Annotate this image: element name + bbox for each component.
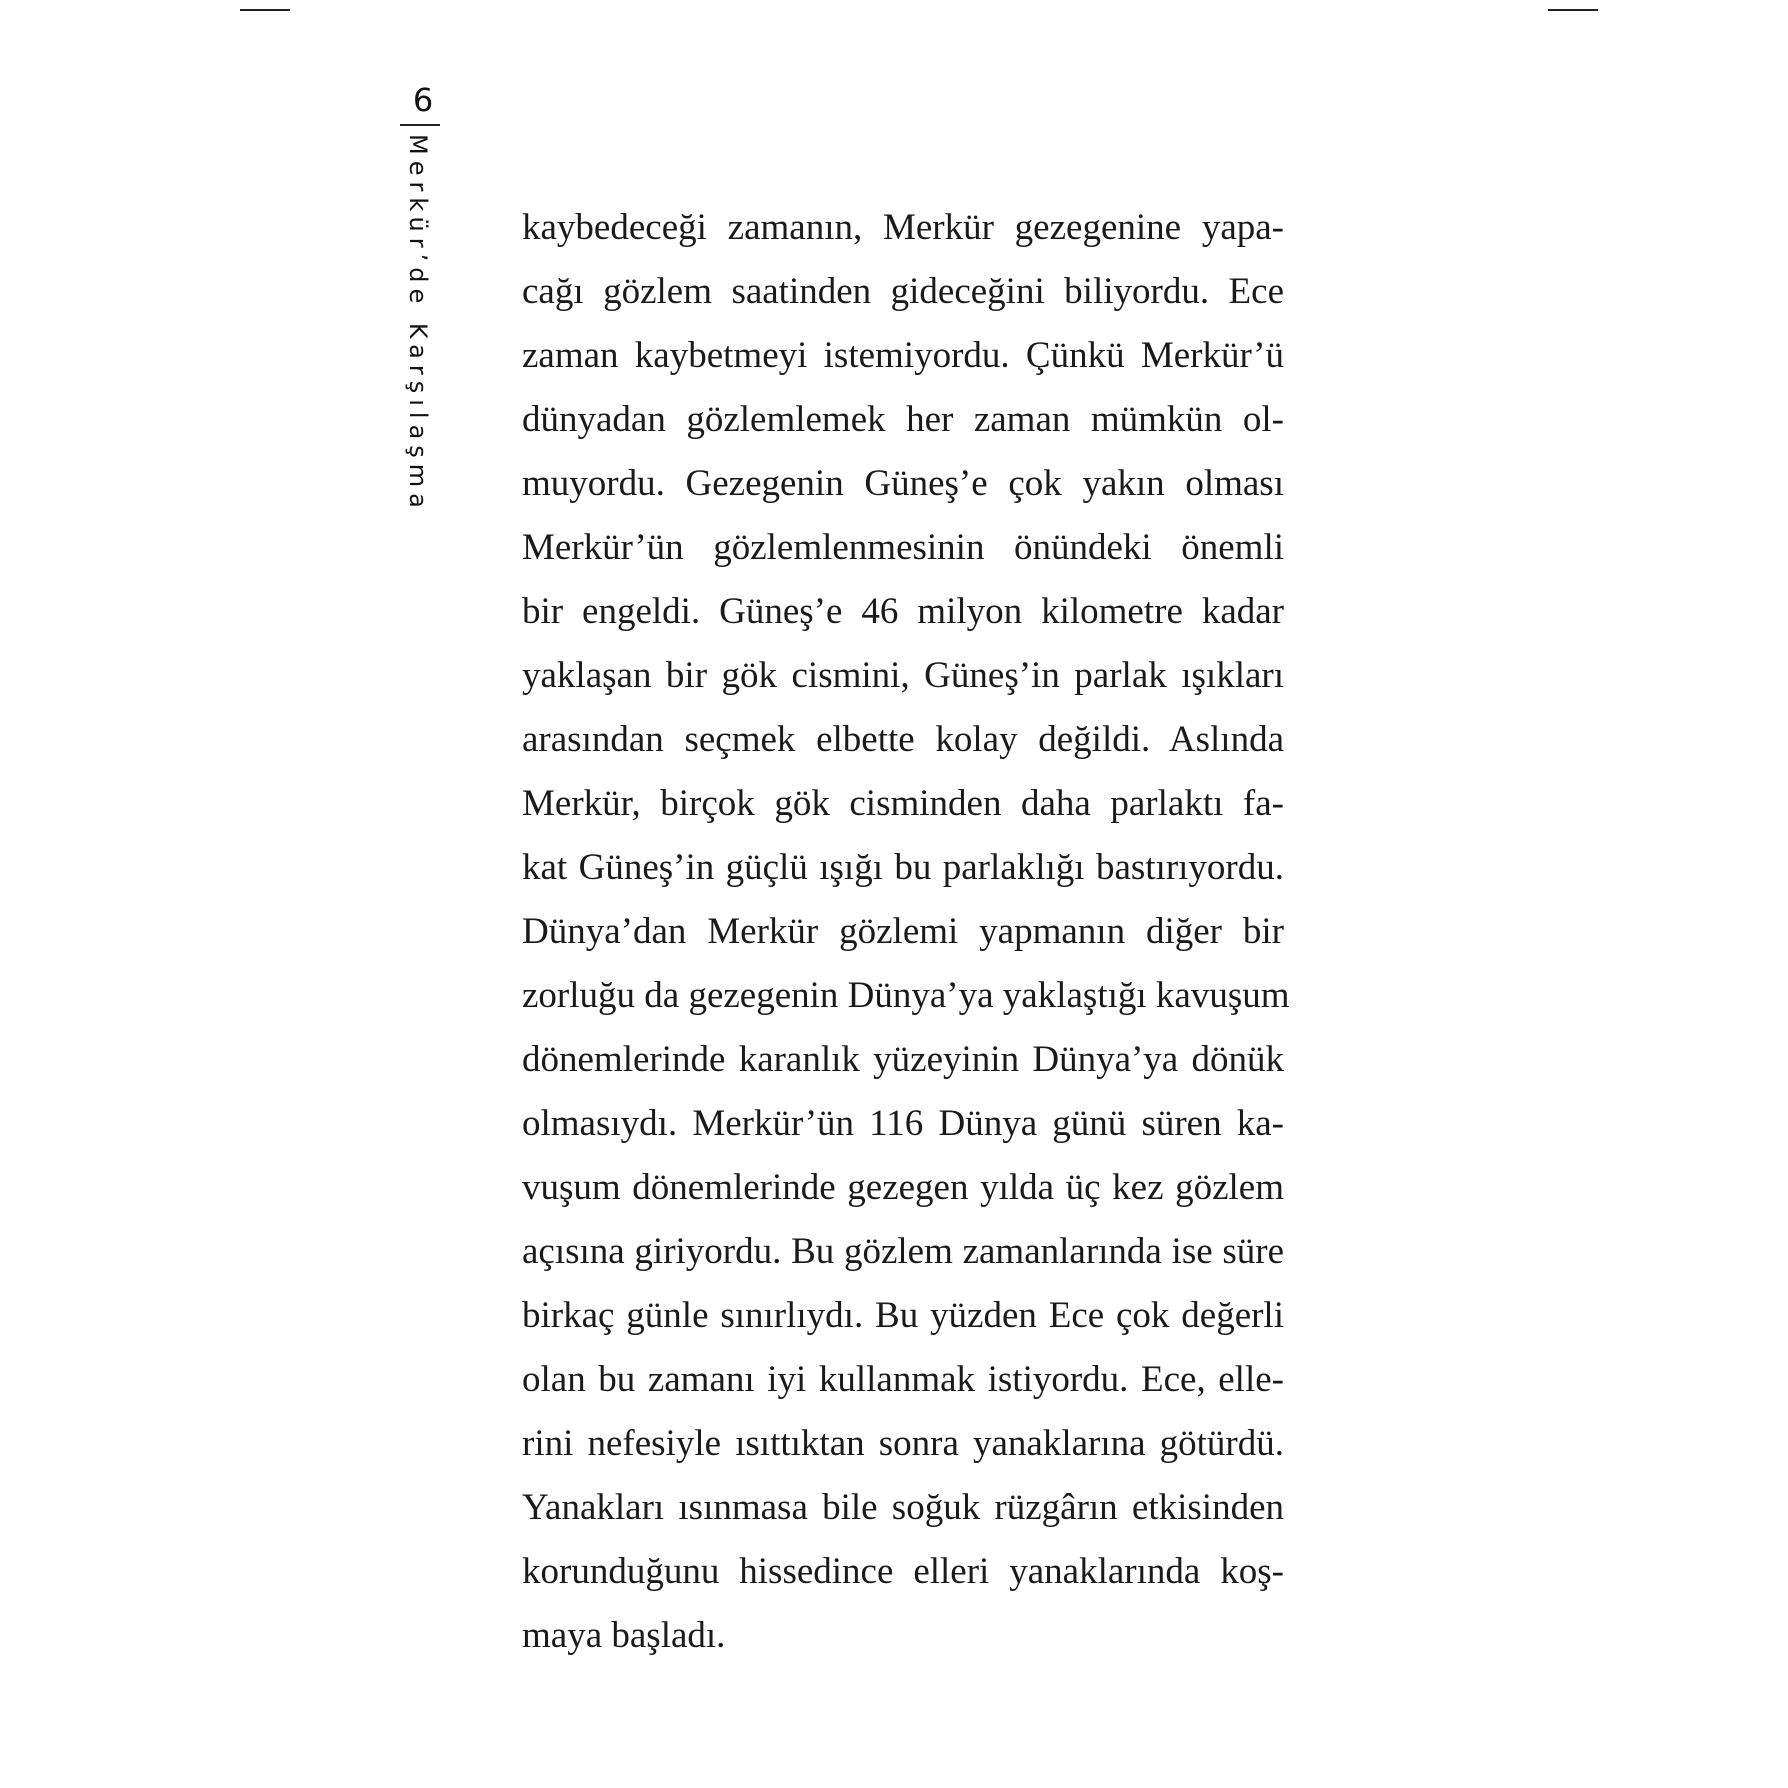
text-line: kat Güneş’in güçlü ışığı bu parlaklığı bastırıyordu. [522, 847, 1284, 888]
text-line: Merkür, birçok gök cisminden daha parlaktı fa- [522, 783, 1284, 824]
text-line: vuşum dönemlerinde gezegen yılda üç kez gözlem [522, 1167, 1284, 1208]
text-line: dünyadan gözlemlemek her zaman mümkün ol- [522, 399, 1284, 440]
text-line: Dünya’dan Merkür gözlemi yapmanın diğer bir [522, 911, 1284, 952]
text-line: maya başladı. [522, 1615, 726, 1656]
text-line: muyordu. Gezegenin Güneş’e çok yakın olması [522, 463, 1284, 504]
crop-mark-left [240, 9, 290, 11]
text-line: Merkür’ün gözlemlenmesinin önündeki önemli [522, 527, 1284, 568]
chapter-title: Merkür’de Karşılaşma [404, 134, 432, 514]
text-line: zorluğu da gezegenin Dünya’ya yaklaştığı kavuşum [522, 975, 1290, 1016]
text-line: arasından seçmek elbette kolay değildi. Aslında [522, 719, 1284, 760]
text-line: dönemlerinde karanlık yüzeyinin Dünya’ya dönük [522, 1039, 1284, 1080]
page-number: 6 [412, 81, 434, 119]
header-divider [400, 124, 440, 126]
text-line: rini nefesiyle ısıttıktan sonra yanaklarına götürdü. [522, 1423, 1284, 1464]
text-line: zaman kaybetmeyi istemiyordu. Çünkü Merkür’ü [522, 335, 1284, 376]
text-line: yaklaşan bir gök cismini, Güneş’in parlak ışıkları [522, 655, 1284, 696]
text-line: bir engeldi. Güneş’e 46 milyon kilometre kadar [522, 591, 1284, 632]
running-head [396, 81, 448, 514]
text-line: açısına giriyordu. Bu gözlem zamanlarında ise süre [522, 1231, 1284, 1272]
text-line: cağı gözlem saatinden gideceğini biliyordu. Ece [522, 271, 1284, 312]
body-text [522, 196, 1290, 1668]
text-line: Yanakları ısınmasa bile soğuk rüzgârın etkisinden [522, 1487, 1284, 1528]
crop-mark-right [1548, 9, 1598, 11]
text-line: birkaç günle sınırlıydı. Bu yüzden Ece çok değerli [522, 1295, 1284, 1336]
text-line: olmasıydı. Merkür’ün 116 Dünya günü süren ka- [522, 1103, 1284, 1144]
text-line: olan bu zamanı iyi kullanmak istiyordu. Ece, elle- [522, 1359, 1284, 1400]
text-line: korunduğunu hissedince elleri yanaklarında koş- [522, 1551, 1284, 1592]
text-line: kaybedeceği zamanın, Merkür gezegenine yapa- [522, 207, 1284, 248]
